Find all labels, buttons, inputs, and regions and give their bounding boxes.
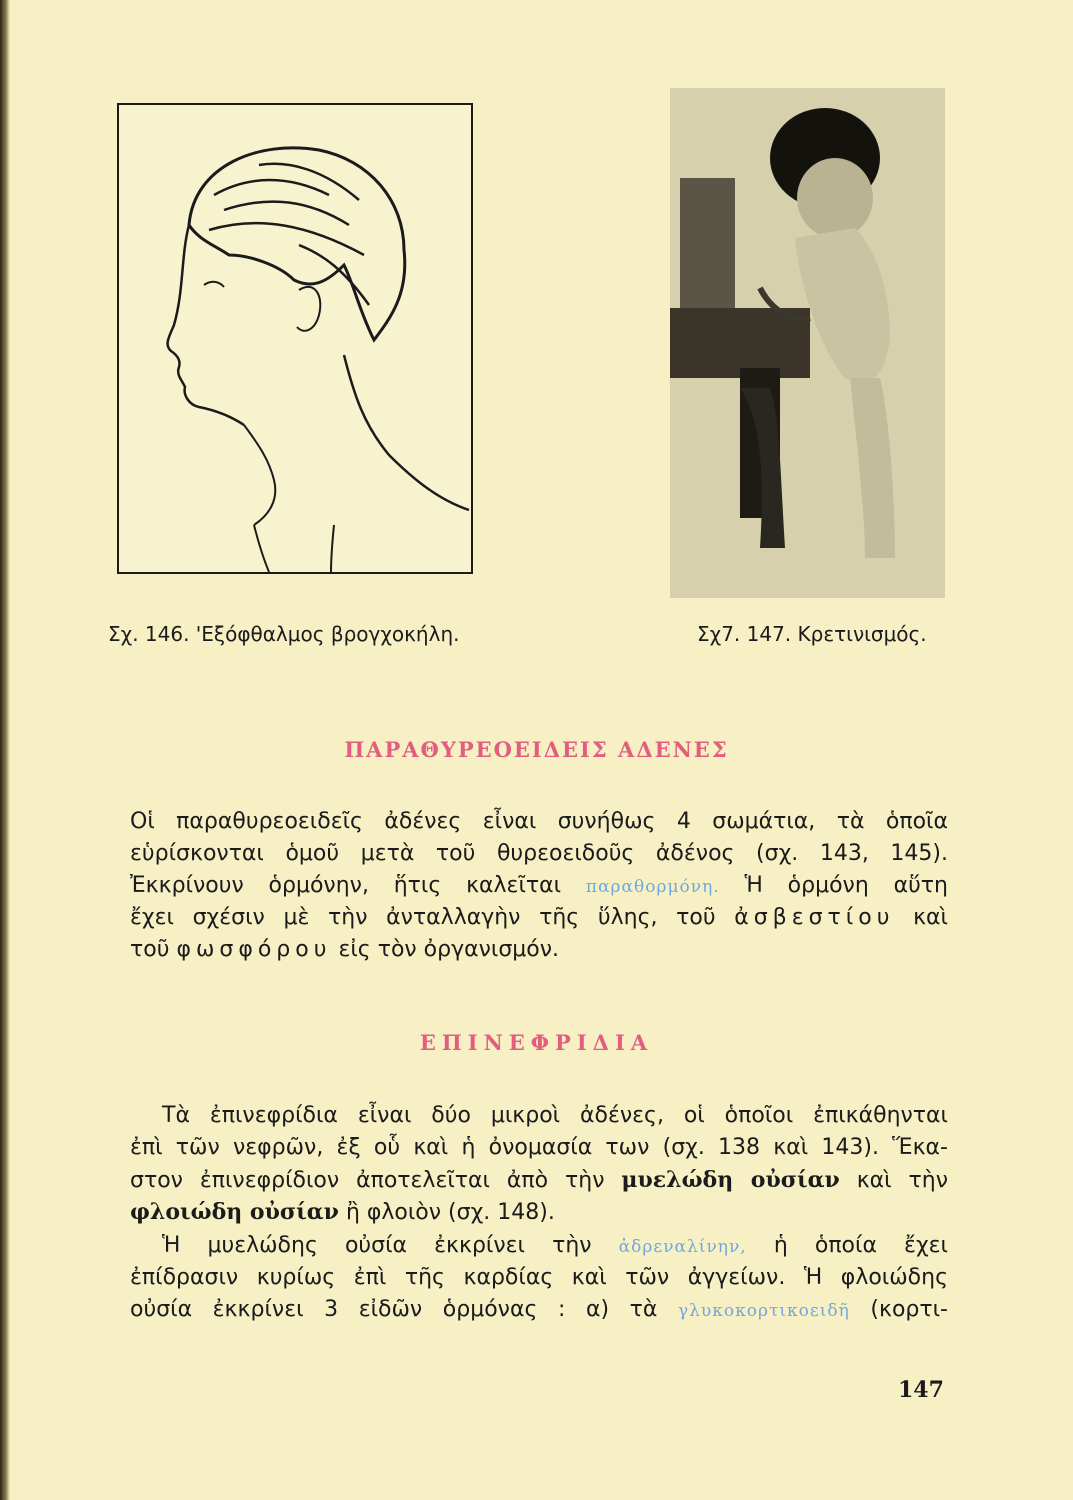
text-line: στον ἐπινεφρίδιον ἀποτελεῖται ἀπὸ τὴν μυελώδη οὐσίαν καὶ τὴν [130, 1167, 949, 1193]
text-line: εὑρίσκονται ὁμοῦ μετὰ τοῦ θυρεοειδοῦς ἀδένος (σχ. 143, 145). [130, 841, 948, 866]
figure-146-caption: Σχ. 146. 'Εξόφθαλμος βρογχοκήλη. [108, 622, 460, 646]
text-line: οὐσία ἐκκρίνει 3 εἰδῶν ὁρμόνας : α) τὰ γλυκοκορτικοειδῆ (κορτι- [130, 1297, 948, 1322]
term-cortex: φλοιώδη οὐσίαν [130, 1199, 339, 1225]
paragraph-adrenals-hormones [130, 1230, 948, 1326]
figure-146-drawing [117, 103, 473, 574]
term-glucocorticoids: γλυκοκορτικοειδῆ [677, 1301, 850, 1321]
text-line: ἔχει σχέσιν μὲ τὴν ἀνταλλαγὴν τῆς ὕλης, τοῦ ἀσβεστίου καὶ [130, 905, 948, 930]
section-heading-parathyroid: ΠΑΡΑΘΥΡΕΟΕΙΔΕΙΣ ΑΔΕΝΕΣ [344, 737, 729, 762]
emphasis-phosphorus: φωσφόρου [176, 937, 332, 962]
text-line: φλοιώδη οὐσίαν ἢ φλοιὸν (σχ. 148). [130, 1199, 555, 1225]
text-line: Τὰ ἐπινεφρίδια εἶναι δύο μικροὶ ἀδένες, οἱ ὁποῖοι ἐπικάθηνται [162, 1103, 948, 1128]
text-line: Ἡ μυελώδης οὐσία ἐκκρίνει τὴν ἀδρεναλίνην, ἡ ὁποία ἔχει [162, 1233, 948, 1258]
emphasis-calcium: ἀσβεστίου [734, 905, 895, 930]
text-line: Οἱ παραθυρεοειδεῖς ἀδένες εἶναι συνήθως 4 σωμάτια, τὰ ὁποῖα [130, 809, 948, 834]
text-line: ἐπὶ τῶν νεφρῶν, ἐξ οὗ καὶ ἡ ὀνομασία των (σχ. 138 καὶ 143). Ἕκα- [130, 1135, 948, 1160]
paragraph-parathyroid [130, 806, 948, 966]
figure-147-photo [670, 88, 945, 598]
page-number: 147 [898, 1377, 944, 1403]
section-heading-adrenals: ΕΠΙΝΕΦΡΙΔΙΑ [419, 1030, 654, 1055]
paragraph-adrenals-intro [130, 1100, 948, 1228]
text-line: τοῦ φωσφόρου εἰς τὸν ὀργανισμόν. [130, 937, 560, 962]
term-medulla: μυελώδη οὐσίαν [621, 1167, 840, 1193]
figure-147-caption: Σχ7. 147. Κρετινισμός. [697, 622, 927, 646]
term-parathormone: παραθορμόνη. [585, 877, 720, 897]
text-line: Ἐκκρίνουν ὁρμόνην, ἥτις καλεῖται παραθορμόνη. Ἡ ὁρμόνη αὕτη [130, 873, 948, 898]
text-line: ἐπίδρασιν κυρίως ἐπὶ τῆς καρδίας καὶ τῶν ἀγγείων. Ἡ φλοιώδης [130, 1265, 948, 1290]
term-adrenaline: ἀδρεναλίνην, [618, 1237, 747, 1257]
